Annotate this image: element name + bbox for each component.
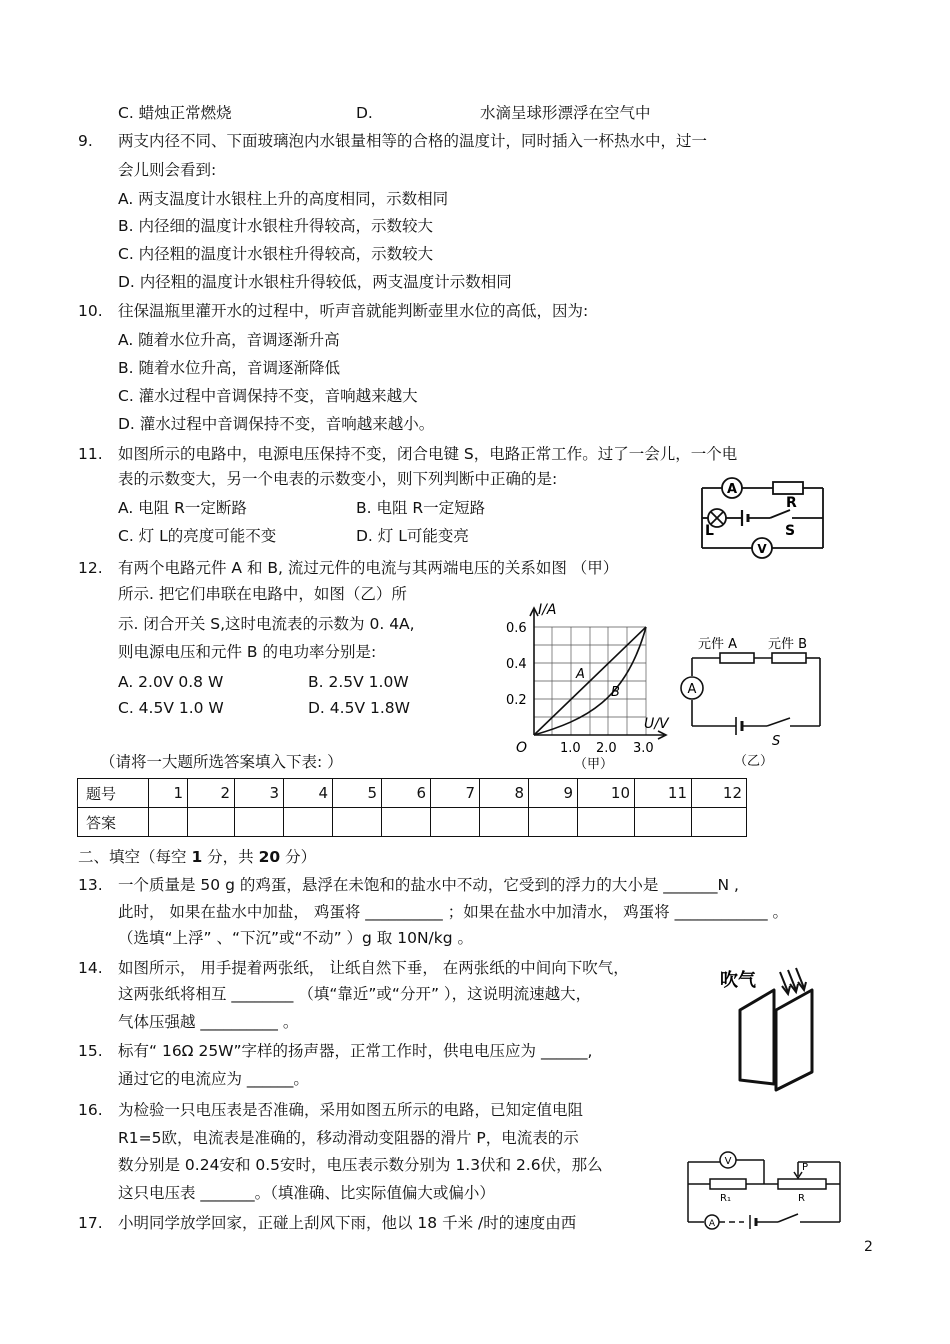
section-2-text: 二、填空（每空 [78,848,192,866]
answer-cell[interactable] [431,808,480,837]
q9-stem-cont: 会儿则会看到: [118,161,217,179]
answer-cell[interactable] [480,808,529,837]
answer-table-row-label: 题号 [78,779,149,808]
q12-graph-ytick: 0.6 [506,621,527,636]
q12-graph-xtick: 2.0 [596,741,617,756]
q9-stem: 两支内径不同、下面玻璃泡内水银量相等的合格的温度计，同时插入一杯热水中，过一 [118,132,708,150]
q9-number: 9. [78,132,93,150]
q8-option-d-label: D. [356,104,373,122]
q11-option-d: D. 灯 L可能变亮 [356,527,469,545]
q12-graph-xtick: 1.0 [560,741,581,756]
q11-switch-icon [770,510,790,518]
answer-cell[interactable] [635,808,692,837]
q11-option-b: B. 电阻 R一定短路 [356,499,486,517]
answer-table-number: 5 [333,779,382,808]
q12-switch-icon [767,718,790,726]
q12-series-circuit [672,628,832,770]
q12-circuit-caption: （乙） [734,754,774,769]
answer-table-number: 9 [529,779,578,808]
answer-table-number: 10 [578,779,635,808]
q11-fig-a: A [726,482,738,497]
q12-option-d: D. 4.5V 1.8W [308,699,410,717]
q16-line-2: R1=5欧，电流表是准确的，移动滑动变阻器的滑片 P，电流表的示 [118,1129,579,1147]
answer-table-number: 3 [235,779,284,808]
q16-line-1: 为检验一只电压表是否准确，采用如图五所示的电路，已知定值电阻 [118,1101,584,1119]
q11-resistor-icon [773,482,803,494]
q12-graph-xtick: 3.0 [633,741,654,756]
section-2-points: 1 [191,848,203,866]
q11-fig-v: V [757,542,767,556]
q15-number: 15. [78,1042,103,1060]
answer-table-answer-row [78,808,747,837]
answer-cell[interactable] [529,808,578,837]
q11-number: 11. [78,445,103,463]
q12-graph-ytick: 0.4 [506,657,527,672]
q16-rheostat-icon [778,1179,826,1189]
q11-option-a: A. 电阻 R一定断路 [118,499,247,517]
answer-cell[interactable] [692,808,747,837]
q9-option-a: A. 两支温度计水银柱上升的高度相同，示数相同 [118,190,449,208]
q14-number: 14. [78,959,103,977]
q14-airflow-arrows-icon [780,968,806,994]
q16-switch-icon [778,1214,798,1222]
q16-line-3: 数分别是 0.24安和 0.5安时，电压表示数分别为 1.3伏和 2.6伏，那么 [118,1156,603,1174]
q12-graph-ylabel: I/A [538,602,557,618]
q16-fig-p: P [802,1162,809,1173]
q14-line-3: 气体压强越 __________ 。 [118,1013,299,1031]
answer-table-number: 12 [692,779,747,808]
q16-number: 16. [78,1101,103,1119]
section-2-total: 20 [258,848,281,866]
q12-circuit-elem-b: 元件 B [768,637,808,652]
q17-number: 17. [78,1214,103,1232]
q10-option-c: C. 灌水过程中音调保持不变，音响越来越大 [118,387,418,405]
q13-number: 13. [78,876,103,894]
q11-fig-s: S [785,523,796,539]
q10-stem: 往保温瓶里灌开水的过程中，听声音就能判断壶里水位的高低，因为: [118,302,589,320]
q10-option-d: D. 灌水过程中音调保持不变，音响越来越小。 [118,415,435,433]
section-2-heading [78,847,316,867]
q12-graph-caption: （甲） [574,757,614,772]
q13-line-1: 一个质量是 50 g 的鸡蛋，悬浮在未饱和的盐水中不动，它受到的浮力的大小是 _______N , [118,876,739,894]
q12-graph-curve-a-label: A [576,667,585,682]
q16-circuit-diagram [680,1148,850,1233]
q12-stem: 有两个电路元件 A 和 B, 流过元件的电流与其两端电压的关系如图 （甲） [118,559,619,577]
q16-r1-icon [710,1179,746,1189]
q16-fig-r1: R₁ [720,1193,731,1204]
q17-line-1: 小明同学放学回家，正碰上刮风下雨，他以 18 千米 /时的速度由西 [118,1214,577,1232]
answer-table-number: 1 [149,779,188,808]
q14-line-1: 如图所示， 用手提着两张纸， 让纸自然下垂， 在两张纸的中间向下吹气， [118,959,629,977]
q14-line-2: 这两张纸将相互 ________ （填“靠近”或“分开” ），这说明流速越大， [118,985,592,1003]
q14-paper-left-icon [740,990,774,1084]
answer-table-header-row [78,779,747,808]
q12-graph-ytick: 0.2 [506,693,527,708]
q11-fig-r: R [786,495,797,511]
q11-stem: 如图所示的电路中，电源电压保持不变，闭合电键 S，电路正常工作。过了一会儿，一个电 [118,445,738,463]
q15-line-2: 通过它的电流应为 ______。 [118,1070,309,1088]
q11-fig-l: L [705,523,714,539]
answer-table-row-label: 答案 [78,808,149,837]
q11-option-c: C. 灯 L的亮度可能不变 [118,527,277,545]
section-2-text: 分，共 [202,848,259,866]
section-2-text: 分） [280,848,317,866]
q12-circuit-elem-a: 元件 A [698,637,738,652]
q12-graph-xlabel: U/V [644,716,669,732]
q12-circuit-ammeter: A [687,682,697,697]
q14-paper-right-icon [776,990,812,1090]
q9-option-c: C. 内径粗的温度计水银柱升得较高，示数较大 [118,245,434,263]
q12-stem-2: 所示. 把它们串联在电路中，如图（乙）所 [118,585,407,603]
answer-cell[interactable] [284,808,333,837]
q12-iv-graph [496,600,676,772]
answer-cell[interactable] [235,808,284,837]
q12-graph-origin: O [516,740,528,756]
q12-circuit-switch: S [772,734,781,749]
q15-line-1: 标有“ 16Ω 25W”字样的扬声器，正常工作时，供电电压应为 ______, [118,1042,593,1060]
q9-option-d: D. 内径粗的温度计水银柱升得较低，两支温度计示数相同 [118,273,512,291]
q13-line-2: 此时， 如果在盐水中加盐， 鸡蛋将 __________ ；如果在盐水中加清水， 鸡蛋将 ____________ 。 [118,903,788,921]
q12-option-c: C. 4.5V 1.0 W [118,699,224,717]
q16-line-4: 这只电压表 _______。（填准确、比实际值偏大或偏小） [118,1184,495,1202]
q12-option-a: A. 2.0V 0.8 W [118,673,224,691]
answer-cell[interactable] [333,808,382,837]
q12-element-b-icon [772,653,806,663]
q14-fig-label: 吹气 [720,970,756,991]
answer-cell[interactable] [382,808,431,837]
q11-circuit-diagram [690,470,840,565]
answer-table-number: 6 [382,779,431,808]
q16-fig-v: V [724,1156,732,1167]
answer-table-instruction: （请将一大题所选答案填入下表: ） [100,753,343,771]
answer-table-number: 4 [284,779,333,808]
q14-paper-figure [716,962,846,1092]
answer-table-number: 2 [188,779,235,808]
q12-element-a-icon [720,653,754,663]
q12-graph-curve-b-label: B [611,685,620,700]
answer-table-number: 11 [635,779,692,808]
q9-option-b: B. 内径细的温度计水银柱升得较高，示数较大 [118,217,433,235]
q10-number: 10. [78,302,103,320]
q12-option-b: B. 2.5V 1.0W [308,673,409,691]
page-number: 2 [864,1239,873,1255]
q8-option-c: C. 蜡烛正常燃烧 [118,104,232,122]
answer-cell[interactable] [149,808,188,837]
q12-stem-3: 示. 闭合开关 S,这时电流表的示数为 0. 4A, [118,615,415,633]
q10-option-b: B. 随着水位升高，音调逐渐降低 [118,359,340,377]
answer-cell[interactable] [578,808,635,837]
answer-table [77,778,747,837]
q12-stem-4: 则电源电压和元件 B 的电功率分别是: [118,643,377,661]
q16-fig-a: A [708,1219,716,1229]
q16-fig-r: R [798,1193,805,1204]
q12-number: 12. [78,559,103,577]
q10-option-a: A. 随着水位升高，音调逐渐升高 [118,331,340,349]
answer-table-number: 8 [480,779,529,808]
q13-line-3: （选填“上浮” 、“下沉”或“不动” ）g 取 10N/kg 。 [118,929,474,947]
q8-option-d-text: 水滴呈球形漂浮在空气中 [480,104,651,122]
answer-cell[interactable] [188,808,235,837]
answer-table-number: 7 [431,779,480,808]
q11-stem-cont: 表的示数变大，另一个电表的示数变小，则下列判断中正确的是: [118,470,558,488]
